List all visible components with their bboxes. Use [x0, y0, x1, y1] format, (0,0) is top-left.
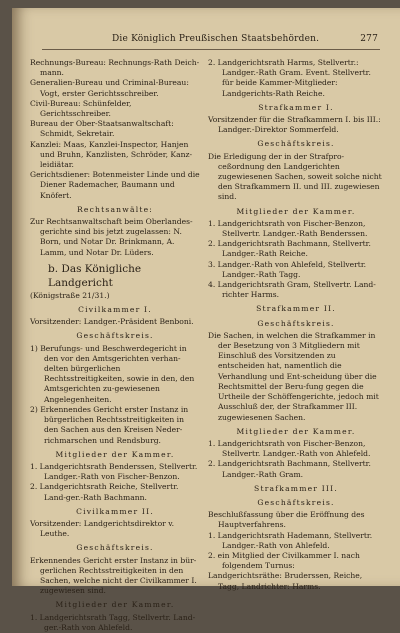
right-column — [208, 58, 384, 592]
book-page — [12, 8, 400, 632]
header-rule — [42, 49, 380, 50]
left-column — [30, 58, 200, 633]
text-paragraph: Vorsitzender: Landgerichtsdirektor v. Leuthe. — [30, 518, 175, 539]
section-heading: Mitglieder der Kammer. — [55, 449, 175, 459]
text-paragraph: Civil-Bureau: Schünfelder, Gerichtsschreiber. — [30, 98, 132, 119]
text-paragraph: (Königstraße 21/31.) — [30, 290, 110, 300]
text-paragraph: Rechnungs-Bureau: Rechnungs-Rath Deich-mann. — [30, 58, 200, 78]
text-paragraph: 1. Landgerichtsrath Benderssen, Stellvertr. Landger.-Rath von Fischer-Benzon. — [30, 461, 198, 482]
text-paragraph: 2. ein Mitglied der Civilkammer I. nach folgendem Turnus: — [208, 550, 360, 571]
text-paragraph: 2. Landgerichtsrath Bachmann, Stellvertr. Landger.-Rath Gram. — [208, 459, 371, 479]
text-paragraph: 1. Landgerichtsrath von Fischer-Benzon, Stellvertr. Landger.-Rath Benderssen. — [208, 218, 368, 239]
section-heading: Strafkammer II. — [256, 304, 336, 314]
section-heading: Strafkammer I. — [258, 102, 334, 112]
text-paragraph: Die Erledigung der in der Strafpro-ceßordnung den Landgerichten zugewiesenen Sachen, soweit solche nicht den Strafkammern II. und III. zugewiesen sind. — [208, 151, 382, 202]
text-paragraph: Erkennendes Gericht erster Instanz in bür-gerlichen Rechtsstreitigkeiten in den Sachen, welche nicht der Civilkammer I. zugewiesen sind. — [30, 555, 197, 596]
text-paragraph: 1. Landgerichtsrath Tagg, Stellvertr. Land-ger.-Rath von Ahlefeld. — [30, 612, 196, 632]
section-heading: Mitglieder der Kammer. — [236, 426, 356, 436]
section-heading: Civilkammer II. — [76, 506, 154, 516]
text-paragraph: 2. Landgerichtsrath Reiche, Stellvertr. Land-ger.-Rath Bachmann. — [30, 482, 179, 502]
section-heading: Geschäftskreis. — [257, 318, 335, 328]
page-header — [22, 34, 388, 48]
section-heading: Geschäftskreis. — [76, 331, 154, 341]
text-paragraph: Bureau der Ober-Staatsanwaltschaft: Schmidt, Sekretair. — [30, 119, 174, 139]
section-heading: Mitglieder der Kammer. — [55, 600, 175, 610]
section-heading: Rechtsanwälte: — [76, 204, 154, 214]
section-heading: Strafkammer III. — [254, 483, 338, 493]
text-paragraph: Gerichtsdiener: Botenmeister Linde und die Diener Rademacher, Baumann und Knöfert. — [30, 170, 200, 200]
court-heading: b. Das Königliche Landgericht — [48, 262, 142, 289]
text-paragraph: 1. Landgerichtsrath Hademann, Stellvertr. Landger.-Rath von Ahlefeld. — [208, 530, 373, 550]
text-paragraph: 2. Landgerichtsrath Bachmann, Stellvertr. Landger.-Rath Reiche. — [208, 239, 371, 259]
section-heading: Mitglieder der Kammer. — [236, 206, 356, 216]
text-paragraph: Zur Rechtsanwaltschaft beim Oberlandes-gerichte sind bis jetzt zugelassen: N. Born, und Notar Dr. Brinkmann, A. Lamm, und Notar Dr. Lüders. — [30, 217, 193, 257]
text-paragraph: Generalien-Bureau und Criminal-Bureau: Vogt, erster Gerichtsschreiber. — [30, 78, 189, 98]
text-paragraph: Landgerichtsräthe: Bruderssen, Reiche, Tagg, Landrichter: Harms. — [208, 571, 363, 591]
page-number: 277 — [360, 34, 378, 44]
text-paragraph: 2. Landgerichtsrath Harms, Stellvertr.: Landger.-Rath Gram. Event. Stellvertr. für beide Kammer-Mitglieder: Landgerichts-Rath Reiche. — [208, 58, 371, 98]
text-paragraph: Vorsitzender für die Strafkammern I. bis III.: Landger.-Direktor Sommerfeld. — [208, 115, 381, 135]
section-heading: Geschäftskreis. — [257, 139, 335, 149]
text-paragraph: 4. Landgerichtsrath Gram, Stellvertr. Land-richter Harms. — [208, 280, 376, 300]
text-paragraph: 1) Berufungs- und Beschwerdegericht in den vor den Amtsgerichten verhan-delten bürgerlichen Rechtsstreitigkeiten, sowie in den, den Amtsgerichten zu-gewiesenen Angelegenheiten. — [30, 343, 195, 404]
text-paragraph: Beschlußfassung über die Eröffnung des Hauptverfahrens. — [208, 510, 365, 530]
text-paragraph: 1. Landgerichtsrath von Fischer-Benzon, Stellvertr. Landger.-Rath von Ahlefeld. — [208, 438, 371, 459]
section-heading: Geschäftskreis. — [257, 497, 335, 507]
text-paragraph: Vorsitzender: Landger.-Präsident Benboni. — [30, 317, 194, 327]
text-paragraph: Die Sachen, in welchen die Strafkammer in der Besetzung von 3 Mitgliedern mit Einschluß des Vorsitzenden zu entscheiden hat, namentlich die Verhandlung und Ent-scheidung über die Rechtsmittel der Beru-fung gegen die Urtheile der Schöffengerichte, jedoch mit Ausschluß der, der Strafkammer III. zugewiesenen Sachen. — [208, 330, 379, 422]
text-paragraph: 2) Erkennendes Gericht erster Instanz in bürgerlichen Rechtsstreitigkeiten in den Sachen aus den Kreisen Neder-richmarschen und Rendsburg. — [30, 404, 189, 445]
text-paragraph: 3. Landger.-Rath von Ahlefeld, Stellvertr. Landger.-Rath Tagg. — [208, 259, 367, 279]
running-title: Die Königlich Preußischen Staatsbehörden. — [112, 34, 320, 44]
text-paragraph: Kanzlei: Maas, Kanzlei-Inspector, Hanjen und Bruhn, Kanzlisten, Schröder, Kanz-leidiätar. — [30, 139, 193, 170]
section-heading: Geschäftskreis. — [76, 543, 154, 553]
section-heading: Civilkammer I. — [78, 305, 152, 315]
